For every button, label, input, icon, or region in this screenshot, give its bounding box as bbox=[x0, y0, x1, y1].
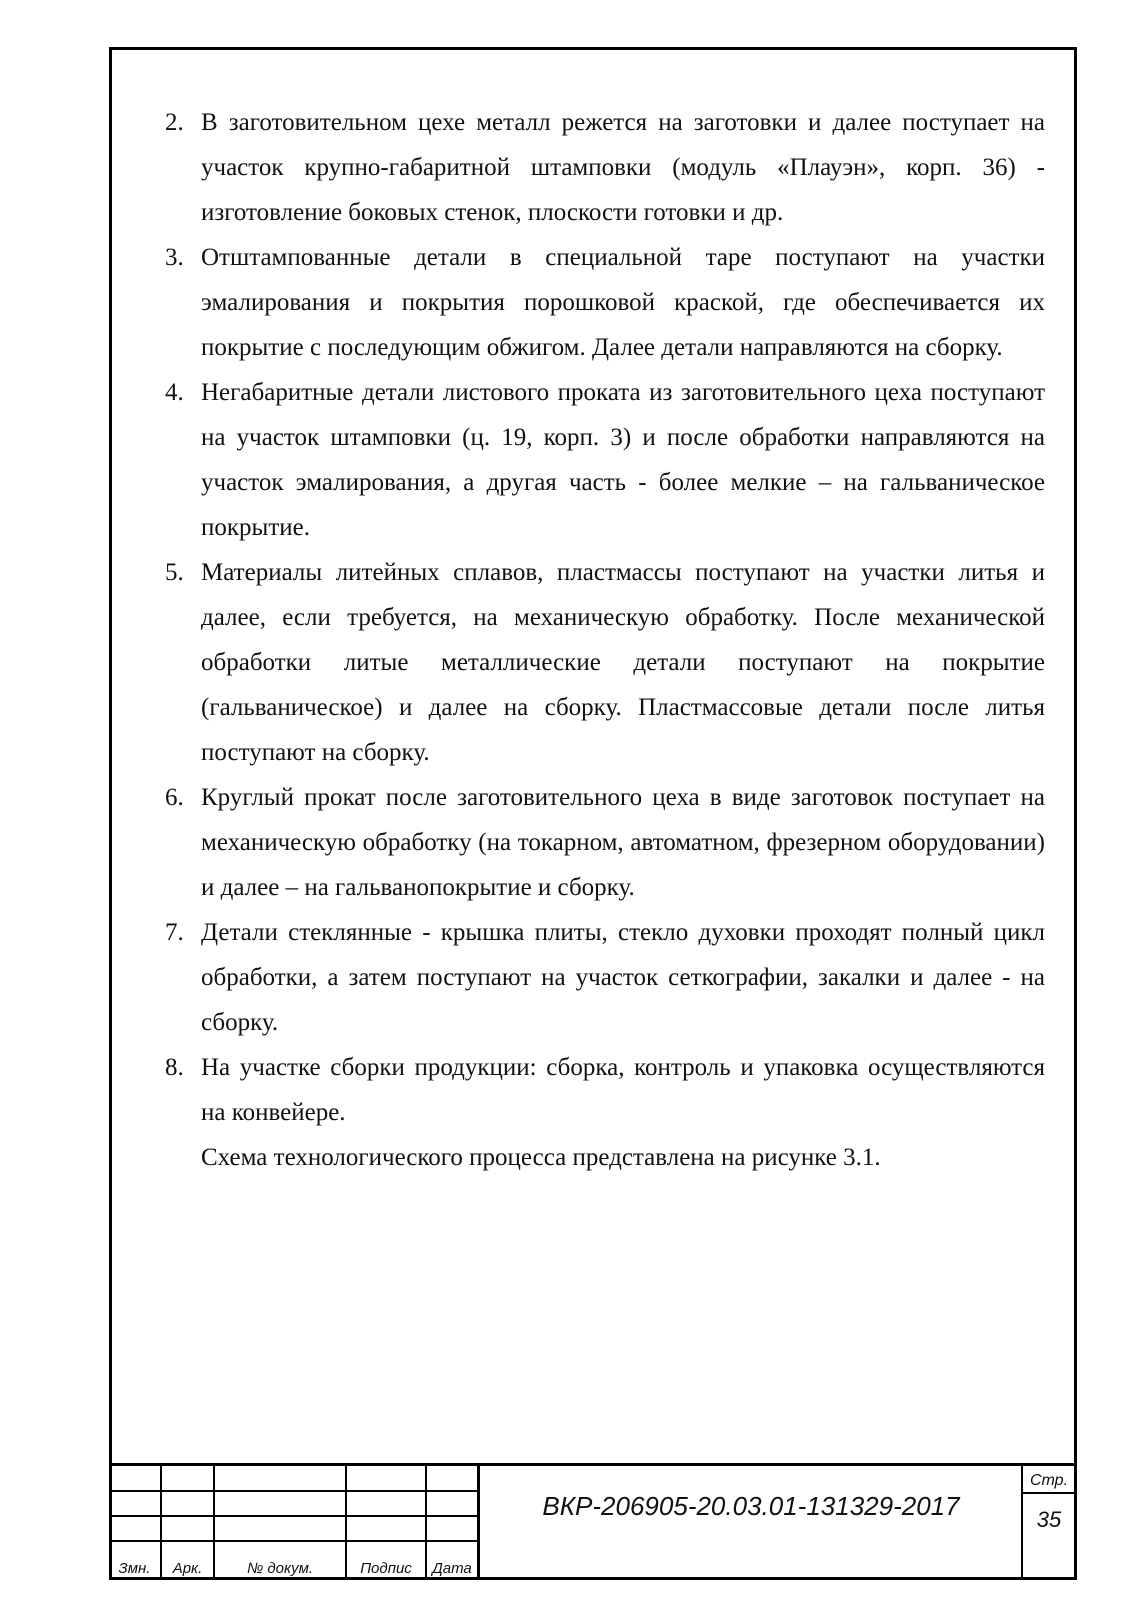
title-block bbox=[109, 1463, 1077, 1580]
page-number: 35 bbox=[1036, 1507, 1062, 1532]
list-item bbox=[165, 910, 1045, 1045]
col-caption-date: Дата bbox=[432, 1560, 472, 1577]
page-cell-row-divider bbox=[1021, 1492, 1077, 1494]
item-number: 7. bbox=[165, 919, 184, 946]
item-number: 5. bbox=[165, 559, 184, 586]
page-label: Стр. bbox=[1029, 1472, 1069, 1489]
title-block-row-divider bbox=[109, 1490, 479, 1492]
document-code: ВКР-206905-20.03.01-131329-2017 bbox=[542, 1491, 960, 1521]
item-text: На участке сборки продукции: сборка, контроль и упаковка осуществляются на конвейере. bbox=[201, 1054, 1045, 1126]
item-text: Негабаритные детали листового проката из заготовительного цеха поступают на участок штамповки (ц. 19, корп. 3) и после обработки направляются на участок эмалирования, а другая часть - более мелкие – на гальваническое покрытие. bbox=[201, 379, 1045, 541]
item-number: 4. bbox=[165, 379, 184, 406]
item-text: Детали стеклянные - крышка плиты, стекло духовки проходят полный цикл обработки, а затем поступают на участок сеткографии, закалки и далее - на сборку. bbox=[201, 919, 1045, 1036]
closing-paragraph: Схема технологического процесса представлена на рисунке 3.1. bbox=[201, 1144, 881, 1171]
item-number: 6. bbox=[165, 784, 184, 811]
list-item bbox=[165, 550, 1045, 775]
title-block-row-divider bbox=[109, 1515, 479, 1517]
item-number: 8. bbox=[165, 1054, 184, 1081]
list-item bbox=[165, 370, 1045, 550]
page-cell-divider bbox=[1021, 1466, 1023, 1580]
item-text: В заготовительном цехе металл режется на заготовки и далее поступает на участок крупно-габаритной штамповки (модуль «Плауэн», корп. 36) - изготовление боковых стенок, плоскости готовки и др. bbox=[201, 109, 1045, 226]
item-text: Круглый прокат после заготовительного цеха в виде заготовок поступает на механическую обработку (на токарном, автоматном, фрезерном оборудовании) и далее – на гальванопокрытие и сборку. bbox=[201, 784, 1045, 901]
title-block-row-divider bbox=[109, 1540, 479, 1542]
document-body bbox=[165, 100, 1045, 1180]
col-caption-signature: Подпис bbox=[360, 1560, 412, 1577]
item-text: Отштампованные детали в специальной таре поступают на участки эмалирования и покрытия порошковой краской, где обеспечивается их покрытие с последующим обжигом. Далее детали направляются на сборку. bbox=[201, 244, 1045, 361]
list-item bbox=[165, 235, 1045, 370]
list-item bbox=[165, 100, 1045, 235]
list-item bbox=[165, 1045, 1045, 1135]
col-caption-doc-number: № докум. bbox=[246, 1560, 314, 1577]
item-number: 3. bbox=[165, 244, 184, 271]
col-caption-sheet: Арк. bbox=[172, 1560, 203, 1577]
col-caption-change: Змн. bbox=[118, 1560, 151, 1577]
list-item bbox=[165, 775, 1045, 910]
title-block-col-divider bbox=[477, 1466, 480, 1580]
item-text: Материалы литейных сплавов, пластмассы поступают на участки литья и далее, если требуется, на механическую обработку. После механической обработки литые металлические детали поступают на покрытие (гальваническое) и далее на сборку. Пластмассовые детали после литья поступают на сборку. bbox=[201, 559, 1045, 766]
process-steps-list bbox=[165, 100, 1045, 1135]
item-number: 2. bbox=[165, 109, 184, 136]
